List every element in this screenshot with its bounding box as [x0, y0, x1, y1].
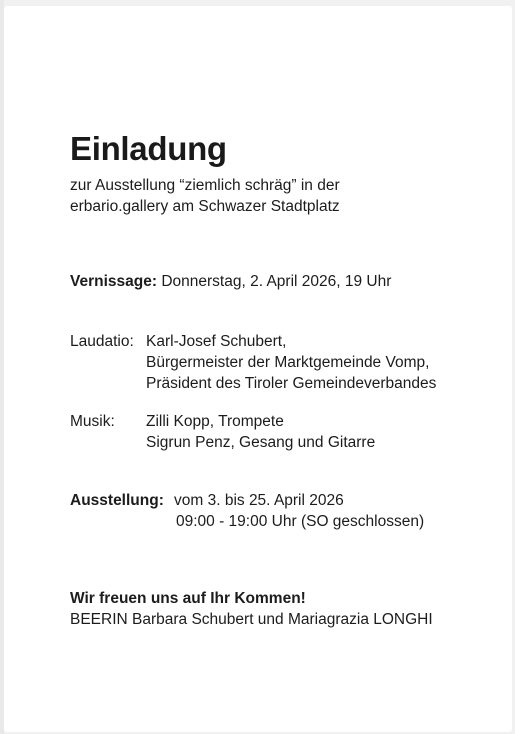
- ausstellung-label: [70, 490, 164, 511]
- subtitle-line-2: erbario.gallery am Schwazer Stadtplatz: [70, 198, 340, 215]
- ausstellung-line-2: 09:00 - 19:00 Uhr (SO geschlossen): [176, 513, 425, 530]
- closing-hosts: BEERIN Barbara Schubert und Mariagrazia LONGHI: [70, 611, 433, 628]
- invitation-card: [4, 6, 512, 732]
- vernissage-value: Donnerstag, 2. April 2026, 19 Uhr: [161, 273, 392, 290]
- closing-greeting-text: Wir freuen uns auf Ihr Kommen!: [70, 590, 306, 607]
- page-title: Einladung: [70, 130, 227, 167]
- laudatio-label: Laudatio:: [70, 333, 134, 350]
- vernissage-label: Vernissage:: [70, 273, 158, 290]
- musik-label: Musik:: [70, 413, 115, 430]
- laudatio-line-2: Bürgermeister der Marktgemeinde Vomp,: [146, 354, 430, 371]
- vernissage-row: [70, 271, 391, 292]
- closing-greeting: [70, 588, 306, 609]
- subtitle-line-1: zur Ausstellung “ziemlich schräg” in der: [70, 177, 340, 194]
- ausstellung-line-1: vom 3. bis 25. April 2026: [174, 492, 344, 509]
- laudatio-line-3: Präsident des Tiroler Gemeindeverbandes: [146, 375, 437, 392]
- laudatio-line-1: Karl-Josef Schubert,: [146, 333, 287, 350]
- musik-line-1: Zilli Kopp, Trompete: [146, 413, 284, 430]
- ausstellung-label-text: Ausstellung:: [70, 492, 164, 509]
- musik-line-2: Sigrun Penz, Gesang und Gitarre: [146, 434, 376, 451]
